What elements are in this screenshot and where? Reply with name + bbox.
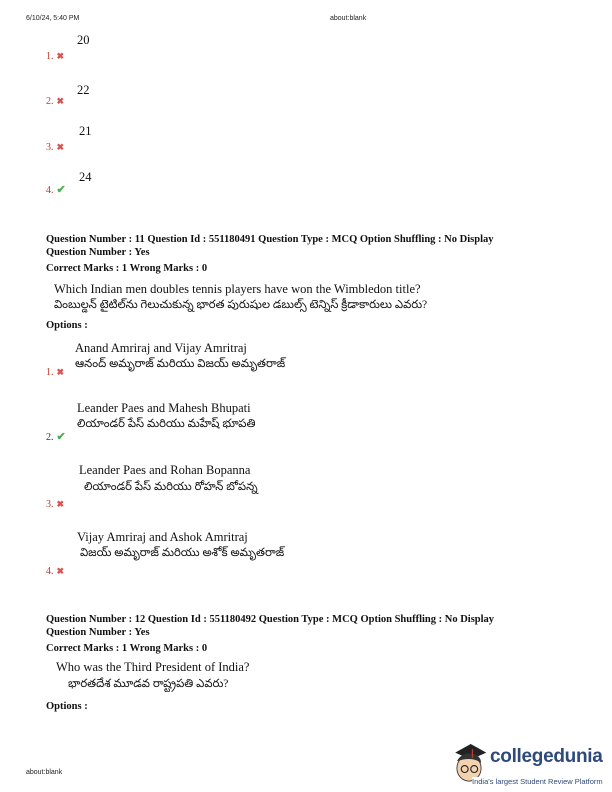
cross-icon: ✖ (56, 96, 65, 106)
option-marker (46, 494, 64, 512)
print-datetime: 6/10/24, 5:40 PM (26, 15, 80, 22)
logo-tagline: India's largest Student Review Platform (472, 777, 603, 786)
option-number: 4. (46, 185, 54, 196)
option-marker (46, 427, 66, 445)
option-number: 4. (46, 566, 54, 577)
option-marker (46, 561, 64, 579)
option-text: 24 (79, 170, 92, 184)
option-number: 1. (46, 51, 54, 62)
option-number: 3. (46, 499, 54, 510)
option-number: 2. (46, 432, 54, 443)
check-icon: ✔ (56, 431, 66, 443)
cross-icon: ✖ (56, 566, 65, 576)
question-meta: Question Number : 11 Question Id : 551180491 Question Type : MCQ Option Shuffling : No Display (46, 234, 494, 245)
question-meta-2: Question Number : Yes (46, 627, 150, 638)
logo-name: collegedunia (490, 746, 603, 767)
option-text-en: Anand Amriraj and Vijay Amritraj (75, 341, 247, 355)
cross-icon: ✖ (56, 142, 65, 152)
option-number: 3. (46, 142, 54, 153)
option-number: 1. (46, 367, 54, 378)
option-marker (46, 137, 64, 155)
option-text-en: Leander Paes and Rohan Bopanna (79, 463, 251, 477)
cross-icon: ✖ (56, 367, 65, 377)
cross-icon: ✖ (56, 499, 65, 509)
collegedunia-logo (440, 742, 612, 790)
option-text: 22 (77, 83, 90, 97)
question-meta: Question Number : 12 Question Id : 551180492 Question Type : MCQ Option Shuffling : No Display (46, 614, 495, 625)
option-text-te: లియాండర్ పేస్ మరియు మహేష్ భూపతి (77, 418, 256, 430)
cross-icon: ✖ (56, 51, 65, 61)
option-marker (46, 180, 66, 198)
question-meta-2: Question Number : Yes (46, 247, 150, 258)
option-text: 20 (77, 33, 90, 47)
question-text-te: వింబుల్డన్ టైటిల్‌ను గెలుచుకున్న భారత పురుషుల డబుల్స్ టెన్నిస్ క్రీడాకారులు ఎవరు? (54, 299, 428, 311)
option-text-te: ఆనంద్ అమృరాజ్ మరియు విజయ్ అమృతరాజ్ (75, 358, 286, 370)
options-label: Options : (46, 701, 88, 712)
question-text-en: Which Indian men doubles tennis players have won the Wimbledon title? (54, 282, 421, 296)
option-marker (46, 362, 64, 380)
question-text-en: Who was the Third President of India? (56, 660, 250, 674)
option-marker (46, 46, 64, 64)
option-marker (46, 91, 64, 109)
print-title: about:blank (330, 15, 367, 22)
print-footer-url: about:blank (26, 769, 63, 776)
question-marks: Correct Marks : 1 Wrong Marks : 0 (46, 263, 208, 274)
question-marks: Correct Marks : 1 Wrong Marks : 0 (46, 643, 208, 654)
check-icon: ✔ (56, 184, 66, 196)
option-number: 2. (46, 96, 54, 107)
options-label: Options : (46, 320, 88, 331)
option-text-te: లియాండర్ పేస్ మరియు రోహన్ బోపన్న (84, 481, 258, 493)
option-text-en: Vijay Amriraj and Ashok Amritraj (77, 530, 248, 544)
question-text-te: భారతదేశ మూడవ రాష్ట్రపతి ఎవరు? (68, 678, 229, 690)
option-text: 21 (79, 124, 92, 138)
option-text-en: Leander Paes and Mahesh Bhupati (77, 401, 251, 415)
option-text-te: విజయ్ అమృరాజ్ మరియు అశోక్ అమృతరాజ్ (80, 547, 285, 559)
